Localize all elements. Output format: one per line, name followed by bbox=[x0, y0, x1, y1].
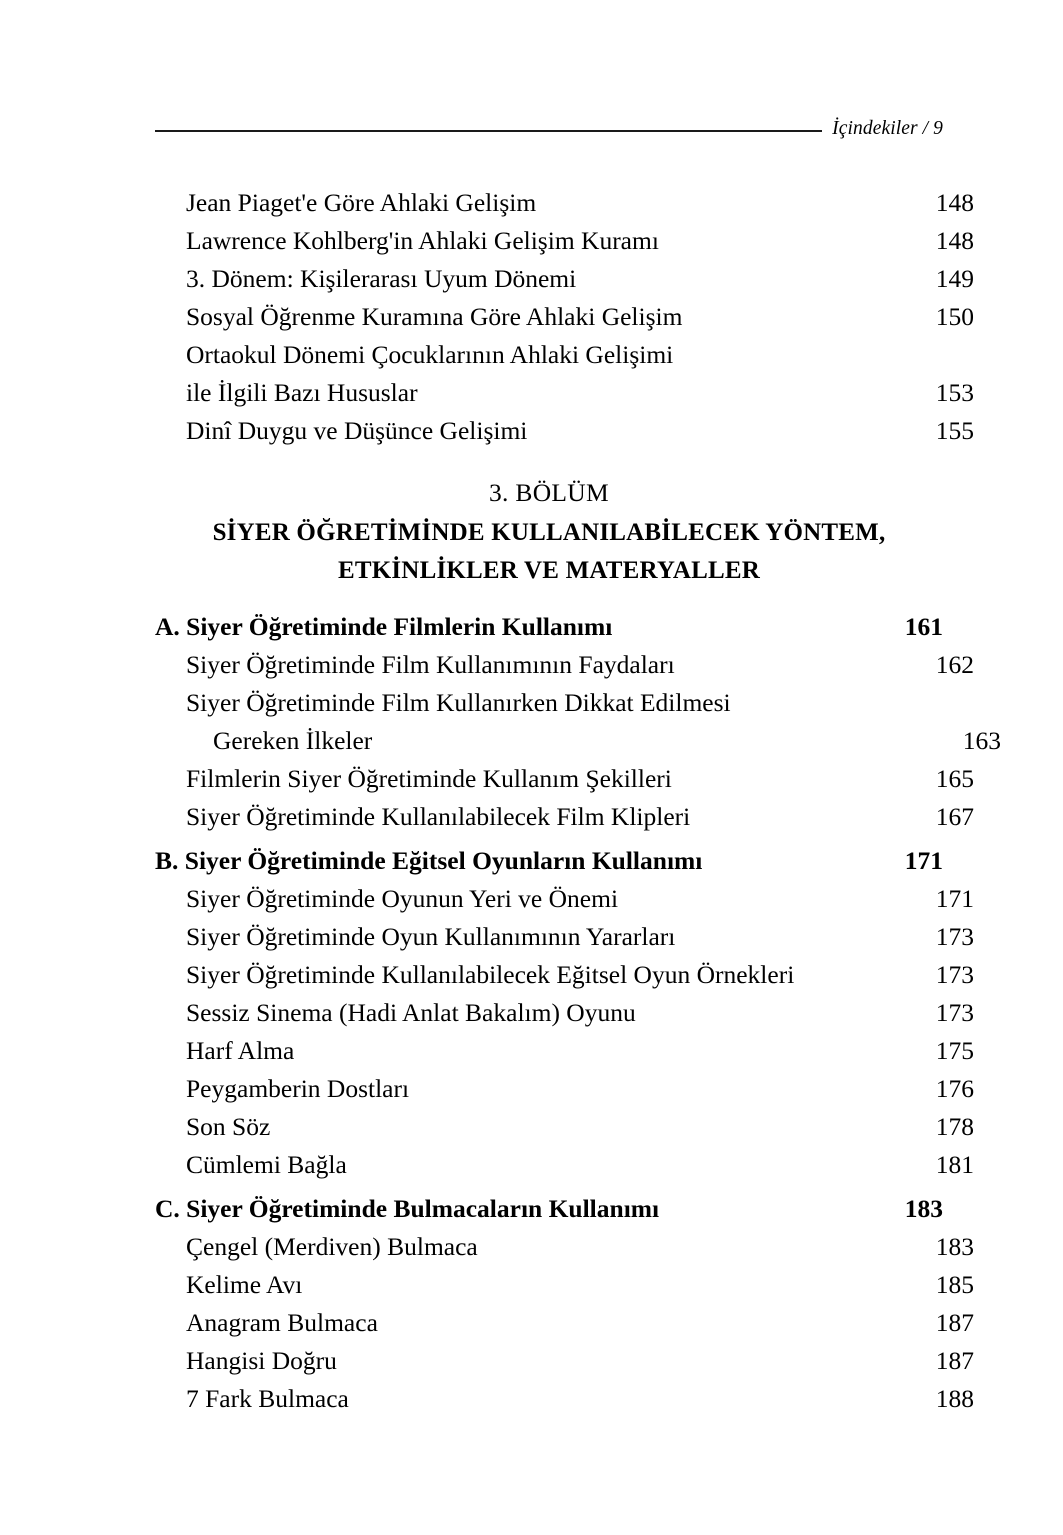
toc-entry[interactable] bbox=[186, 1032, 974, 1070]
toc-entry-title: ile İlgili Bazı Hususlar bbox=[186, 378, 418, 407]
dot-leader bbox=[528, 438, 919, 439]
toc-entry-title: Ortaokul Dönemi Çocuklarının Ahlaki Gelişimi bbox=[186, 340, 674, 369]
toc-entry-page: 187 bbox=[935, 1308, 974, 1337]
toc-entry[interactable] bbox=[186, 1304, 974, 1342]
dot-leader bbox=[271, 1134, 919, 1135]
toc-entry-title: Jean Piaget'e Göre Ahlaki Gelişim bbox=[186, 188, 537, 217]
header-rule bbox=[155, 130, 822, 132]
dot-leader bbox=[577, 286, 919, 287]
toc-section-page: 183 bbox=[904, 1194, 943, 1223]
toc-entry-page: 155 bbox=[935, 416, 974, 445]
toc-entry[interactable] bbox=[186, 1108, 974, 1146]
toc-entry-page: 181 bbox=[935, 1150, 974, 1179]
toc-entry-title: Cümlemi Bağla bbox=[186, 1150, 347, 1179]
toc-entry-page: 178 bbox=[935, 1112, 974, 1141]
toc-entry-continuation[interactable] bbox=[213, 722, 1001, 760]
toc-entry[interactable] bbox=[186, 222, 974, 260]
chapter-title-line-2: ETKİNLİKLER VE MATERYALLER bbox=[337, 557, 761, 584]
toc-entry-title: Hangisi Doğru bbox=[186, 1346, 337, 1375]
dot-leader bbox=[637, 1020, 919, 1021]
toc-entry-page: 185 bbox=[935, 1270, 974, 1299]
toc-entry[interactable] bbox=[186, 1380, 974, 1418]
toc-entry[interactable] bbox=[186, 1228, 974, 1266]
toc-entry-page: 183 bbox=[935, 1232, 974, 1261]
chapter-number: 3. BÖLÜM bbox=[489, 478, 609, 507]
chapter-title-line-1: SİYER ÖĞRETİMİNDE KULLANILABİLECEK YÖNTEM, bbox=[212, 519, 886, 546]
toc-entry[interactable] bbox=[186, 374, 974, 412]
toc-entry-title: Siyer Öğretiminde Kullanılabilecek Eğitsel Oyun Örnekleri bbox=[186, 960, 795, 989]
chapter-heading bbox=[155, 472, 943, 590]
toc-entry-page: 187 bbox=[935, 1346, 974, 1375]
toc-entry-title: Filmlerin Siyer Öğretiminde Kullanım Şekilleri bbox=[186, 764, 672, 793]
toc-entry-page: 153 bbox=[935, 378, 974, 407]
dot-leader bbox=[350, 1406, 919, 1407]
toc-entry-title: 7 Fark Bulmaca bbox=[186, 1384, 349, 1413]
toc-entry-title: Harf Alma bbox=[186, 1036, 295, 1065]
toc-entry[interactable] bbox=[186, 918, 974, 956]
toc-entry[interactable] bbox=[186, 1070, 974, 1108]
dot-leader bbox=[303, 1292, 919, 1293]
toc-section-page: 171 bbox=[904, 846, 943, 875]
dot-leader bbox=[419, 400, 919, 401]
chapter-title bbox=[155, 514, 943, 590]
toc-entry-title: Peygamberin Dostları bbox=[186, 1074, 410, 1103]
toc-group-continued bbox=[155, 184, 974, 450]
dot-leader bbox=[410, 1096, 919, 1097]
toc-entry-title: Sosyal Öğrenme Kuramına Göre Ahlaki Gelişim bbox=[186, 302, 683, 331]
toc-entry-page: 167 bbox=[935, 802, 974, 831]
dot-leader bbox=[676, 672, 919, 673]
toc-entry[interactable] bbox=[186, 184, 974, 222]
toc-entry[interactable] bbox=[186, 880, 974, 918]
toc-entry-page: 175 bbox=[935, 1036, 974, 1065]
running-header bbox=[155, 112, 943, 146]
toc-entry-page: 150 bbox=[935, 302, 974, 331]
toc-entry-page: 162 bbox=[935, 650, 974, 679]
toc-section-title: C. Siyer Öğretiminde Bulmacaların Kullanımı bbox=[155, 1194, 660, 1223]
toc-section-b[interactable] bbox=[155, 842, 943, 880]
toc-entry-title: 3. Dönem: Kişilerarası Uyum Dönemi bbox=[186, 264, 577, 293]
toc-section-title: B. Siyer Öğretiminde Eğitsel Oyunların Kullanımı bbox=[155, 846, 703, 875]
toc-section-page: 161 bbox=[904, 612, 943, 641]
toc-entry[interactable] bbox=[186, 760, 974, 798]
toc-entry-page: 173 bbox=[935, 998, 974, 1027]
dot-leader bbox=[660, 1216, 888, 1217]
toc-entry-page: 149 bbox=[935, 264, 974, 293]
table-of-contents bbox=[155, 184, 1001, 1418]
toc-section-a[interactable] bbox=[155, 608, 943, 646]
toc-entry-title: Gereken İlkeler bbox=[213, 726, 373, 755]
dot-leader bbox=[676, 944, 919, 945]
toc-entry-page: 188 bbox=[935, 1384, 974, 1413]
dot-leader bbox=[379, 1330, 919, 1331]
toc-entry-wrapped-line[interactable] bbox=[186, 336, 974, 374]
toc-entry[interactable] bbox=[186, 412, 974, 450]
toc-entry-page: 173 bbox=[935, 960, 974, 989]
dot-leader bbox=[673, 786, 919, 787]
toc-entry-page: 171 bbox=[935, 884, 974, 913]
dot-leader bbox=[619, 906, 919, 907]
toc-entry[interactable] bbox=[186, 798, 974, 836]
toc-entry-title: Lawrence Kohlberg'in Ahlaki Gelişim Kuramı bbox=[186, 226, 659, 255]
dot-leader bbox=[373, 748, 946, 749]
dot-leader bbox=[338, 1368, 919, 1369]
toc-entry-title: Kelime Avı bbox=[186, 1270, 303, 1299]
toc-entry-title: Dinî Duygu ve Düşünce Gelişimi bbox=[186, 416, 528, 445]
toc-entry[interactable] bbox=[186, 1266, 974, 1304]
toc-entry-page: 176 bbox=[935, 1074, 974, 1103]
toc-entry-page: 148 bbox=[935, 188, 974, 217]
toc-entry[interactable] bbox=[186, 1342, 974, 1380]
toc-entry-title: Siyer Öğretiminde Oyunun Yeri ve Önemi bbox=[186, 884, 619, 913]
dot-leader bbox=[295, 1058, 919, 1059]
dot-leader bbox=[613, 634, 888, 635]
toc-entry[interactable] bbox=[186, 994, 974, 1032]
toc-section-title: A. Siyer Öğretiminde Filmlerin Kullanımı bbox=[155, 612, 613, 641]
dot-leader bbox=[348, 1172, 919, 1173]
toc-entry[interactable] bbox=[186, 956, 974, 994]
dot-leader bbox=[660, 248, 919, 249]
toc-entry[interactable] bbox=[186, 260, 974, 298]
toc-entry[interactable] bbox=[186, 1146, 974, 1184]
toc-entry-title: Sessiz Sinema (Hadi Anlat Bakalım) Oyunu bbox=[186, 998, 636, 1027]
toc-entry-title: Anagram Bulmaca bbox=[186, 1308, 378, 1337]
dot-leader bbox=[683, 324, 919, 325]
toc-entry-page: 173 bbox=[935, 922, 974, 951]
toc-entry-title: Siyer Öğretiminde Oyun Kullanımının Yararları bbox=[186, 922, 676, 951]
toc-entry-title: Siyer Öğretiminde Film Kullanırken Dikkat Edilmesi bbox=[186, 688, 731, 717]
toc-entry-wrapped-line[interactable] bbox=[186, 684, 974, 722]
dot-leader bbox=[691, 824, 919, 825]
toc-entry-page: 163 bbox=[962, 726, 1001, 755]
toc-entry-title: Siyer Öğretiminde Film Kullanımının Faydaları bbox=[186, 650, 675, 679]
dot-leader bbox=[703, 868, 888, 869]
toc-entry-title: Çengel (Merdiven) Bulmaca bbox=[186, 1232, 478, 1261]
header-label: İçindekiler / 9 bbox=[832, 118, 943, 140]
toc-entry[interactable] bbox=[186, 646, 974, 684]
dot-leader bbox=[795, 982, 919, 983]
dot-leader bbox=[537, 210, 919, 211]
toc-entry-page: 165 bbox=[935, 764, 974, 793]
toc-entry-title: Son Söz bbox=[186, 1112, 271, 1141]
toc-entry[interactable] bbox=[186, 298, 974, 336]
toc-entry-page: 148 bbox=[935, 226, 974, 255]
toc-entry-title: Siyer Öğretiminde Kullanılabilecek Film Klipleri bbox=[186, 802, 691, 831]
toc-section-c[interactable] bbox=[155, 1190, 943, 1228]
dot-leader bbox=[479, 1254, 919, 1255]
